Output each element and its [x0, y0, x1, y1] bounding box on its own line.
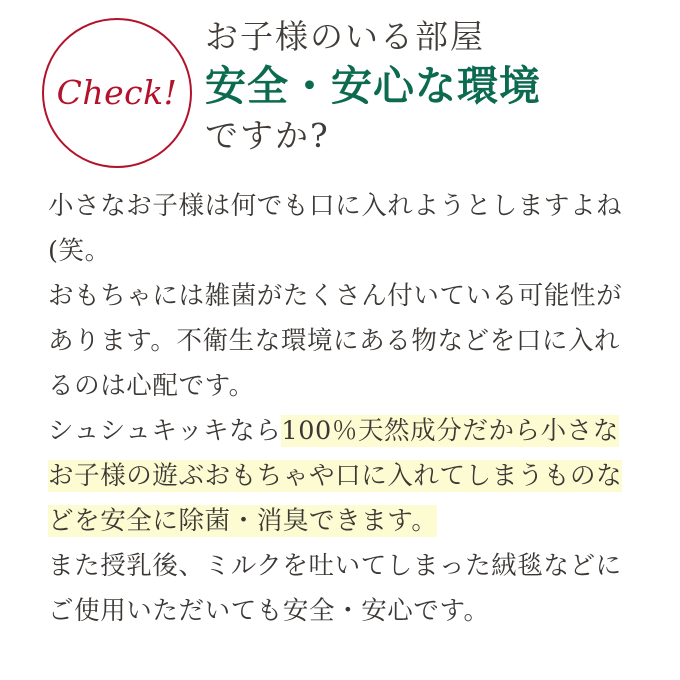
body-paragraph-3-highlight: 100％天然成分だから小さなお子様の遊ぶおもちゃや口に入れてしまうものなどを安全に除菌・消臭できます。: [48, 416, 623, 536]
body-paragraph-3: [48, 409, 636, 544]
body-paragraph-3-prefix: シュシュキッキなら: [48, 416, 282, 446]
headline-line-1: お子様のいる部屋: [205, 17, 485, 56]
body-copy: [48, 184, 636, 634]
headline-block: [205, 16, 675, 157]
headline-line-3: ですか?: [205, 115, 330, 155]
check-badge: [42, 18, 192, 168]
body-paragraph-4: また授乳後、ミルクを吐いてしまった絨毯などにご使用いただいても安全・安心です。: [48, 551, 622, 626]
check-badge-label: Check!: [56, 72, 178, 112]
header-section: [0, 0, 680, 186]
body-paragraph-2: おもちゃには雑菌がたくさん付いている可能性があります。不衛生な環境にある物などを口に入れるのは心配です。: [48, 281, 623, 401]
headline-line-2: 安全・安心な環境: [205, 62, 541, 111]
body-paragraph-1: 小さなお子様は何でも口に入れようとしますよね(笑。: [48, 191, 623, 266]
